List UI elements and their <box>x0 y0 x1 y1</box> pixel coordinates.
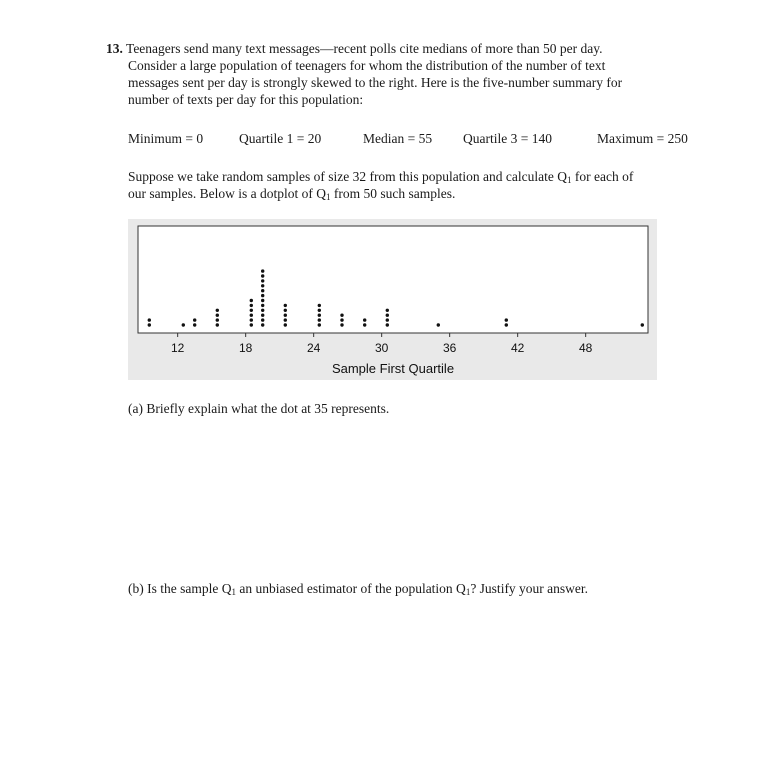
dot-7-4 <box>318 304 321 307</box>
dot-12-0 <box>505 323 508 326</box>
dot-7-1 <box>318 318 321 321</box>
dot-13-0 <box>641 323 644 326</box>
summary-median: Median = 55 <box>363 131 433 146</box>
problem-line-4: number of texts per day for this population: <box>128 92 364 107</box>
dot-9-1 <box>363 318 366 321</box>
dot-3-1 <box>216 318 219 321</box>
dot-10-0 <box>386 323 389 326</box>
sampling-line-2: our samples. Below is a dotplot of $Q_1$ from 50 such samples. <box>128 186 456 202</box>
x-tick-label-30: 30 <box>374 341 389 355</box>
x-tick-label-42: 42 <box>510 341 525 355</box>
dot-5-9 <box>261 279 264 282</box>
dot-5-8 <box>261 284 264 287</box>
dot-6-0 <box>284 323 287 326</box>
problem-line-3: messages sent per day is strongly skewed to the right. Here is the five-number summary for <box>128 75 623 90</box>
dot-7-2 <box>318 314 321 317</box>
dot-2-1 <box>193 318 196 321</box>
dot-3-0 <box>216 323 219 326</box>
dot-4-4 <box>250 304 253 307</box>
dot-4-0 <box>250 323 253 326</box>
dot-5-3 <box>261 309 264 312</box>
dot-10-2 <box>386 314 389 317</box>
dot-4-3 <box>250 309 253 312</box>
dot-8-1 <box>340 318 343 321</box>
dot-0-0 <box>148 323 151 326</box>
dot-4-5 <box>250 299 253 302</box>
dot-5-4 <box>261 304 264 307</box>
x-tick-label-36: 36 <box>442 341 457 355</box>
dot-5-5 <box>261 299 264 302</box>
summary-q1: Quartile 1 = 20 <box>239 131 322 146</box>
dot-5-10 <box>261 274 264 277</box>
x-tick-label-48: 48 <box>578 341 593 355</box>
dot-10-1 <box>386 318 389 321</box>
dot-3-2 <box>216 314 219 317</box>
dot-5-1 <box>261 318 264 321</box>
part-b-question: (b) Is the sample $Q_1$ an unbiased estimator of the population $Q_1$? Justify your answer. <box>128 581 589 597</box>
summary-minimum: Minimum = 0 <box>128 131 204 146</box>
problem-line-2: Consider a large population of teenagers for whom the distribution of the number of text <box>128 58 606 73</box>
x-tick-label-12: 12 <box>170 341 185 355</box>
x-tick-label-24: 24 <box>306 341 321 355</box>
problem-number: 13. <box>106 41 123 56</box>
dot-1-0 <box>182 323 185 326</box>
dot-4-1 <box>250 318 253 321</box>
dot-11-0 <box>437 323 440 326</box>
dot-12-1 <box>505 318 508 321</box>
dotplot-chart <box>128 219 657 380</box>
x-axis-ticks <box>171 333 593 355</box>
summary-q3: Quartile 3 = 140 <box>463 131 552 146</box>
problem-text <box>106 40 726 108</box>
problem-line-1: Teenagers send many text messages—recent polls cite medians of more than 50 per day. <box>126 41 603 56</box>
dot-3-3 <box>216 309 219 312</box>
sampling-paragraph <box>128 168 728 202</box>
dot-8-0 <box>340 323 343 326</box>
dot-6-3 <box>284 309 287 312</box>
dot-5-6 <box>261 294 264 297</box>
dot-5-2 <box>261 314 264 317</box>
dot-6-4 <box>284 304 287 307</box>
summary-maximum: Maximum = 250 <box>597 131 688 146</box>
dot-9-0 <box>363 323 366 326</box>
dot-6-2 <box>284 314 287 317</box>
dot-5-11 <box>261 269 264 272</box>
dot-10-3 <box>386 309 389 312</box>
x-axis-label: Sample First Quartile <box>331 361 455 376</box>
dot-7-0 <box>318 323 321 326</box>
plot-area <box>138 226 648 333</box>
dot-6-1 <box>284 318 287 321</box>
dotplot-panel <box>128 219 657 380</box>
sampling-line-1: Suppose we take random samples of size 32 from this population and calculate $Q_1$ for each of <box>128 169 634 185</box>
dot-7-3 <box>318 309 321 312</box>
dot-5-7 <box>261 289 264 292</box>
x-tick-label-18: 18 <box>238 341 253 355</box>
dot-2-0 <box>193 323 196 326</box>
part-a-question: (a) Briefly explain what the dot at 35 represents. <box>128 401 390 416</box>
dot-8-2 <box>340 314 343 317</box>
dot-5-0 <box>261 323 264 326</box>
dot-0-1 <box>148 318 151 321</box>
dot-4-2 <box>250 314 253 317</box>
